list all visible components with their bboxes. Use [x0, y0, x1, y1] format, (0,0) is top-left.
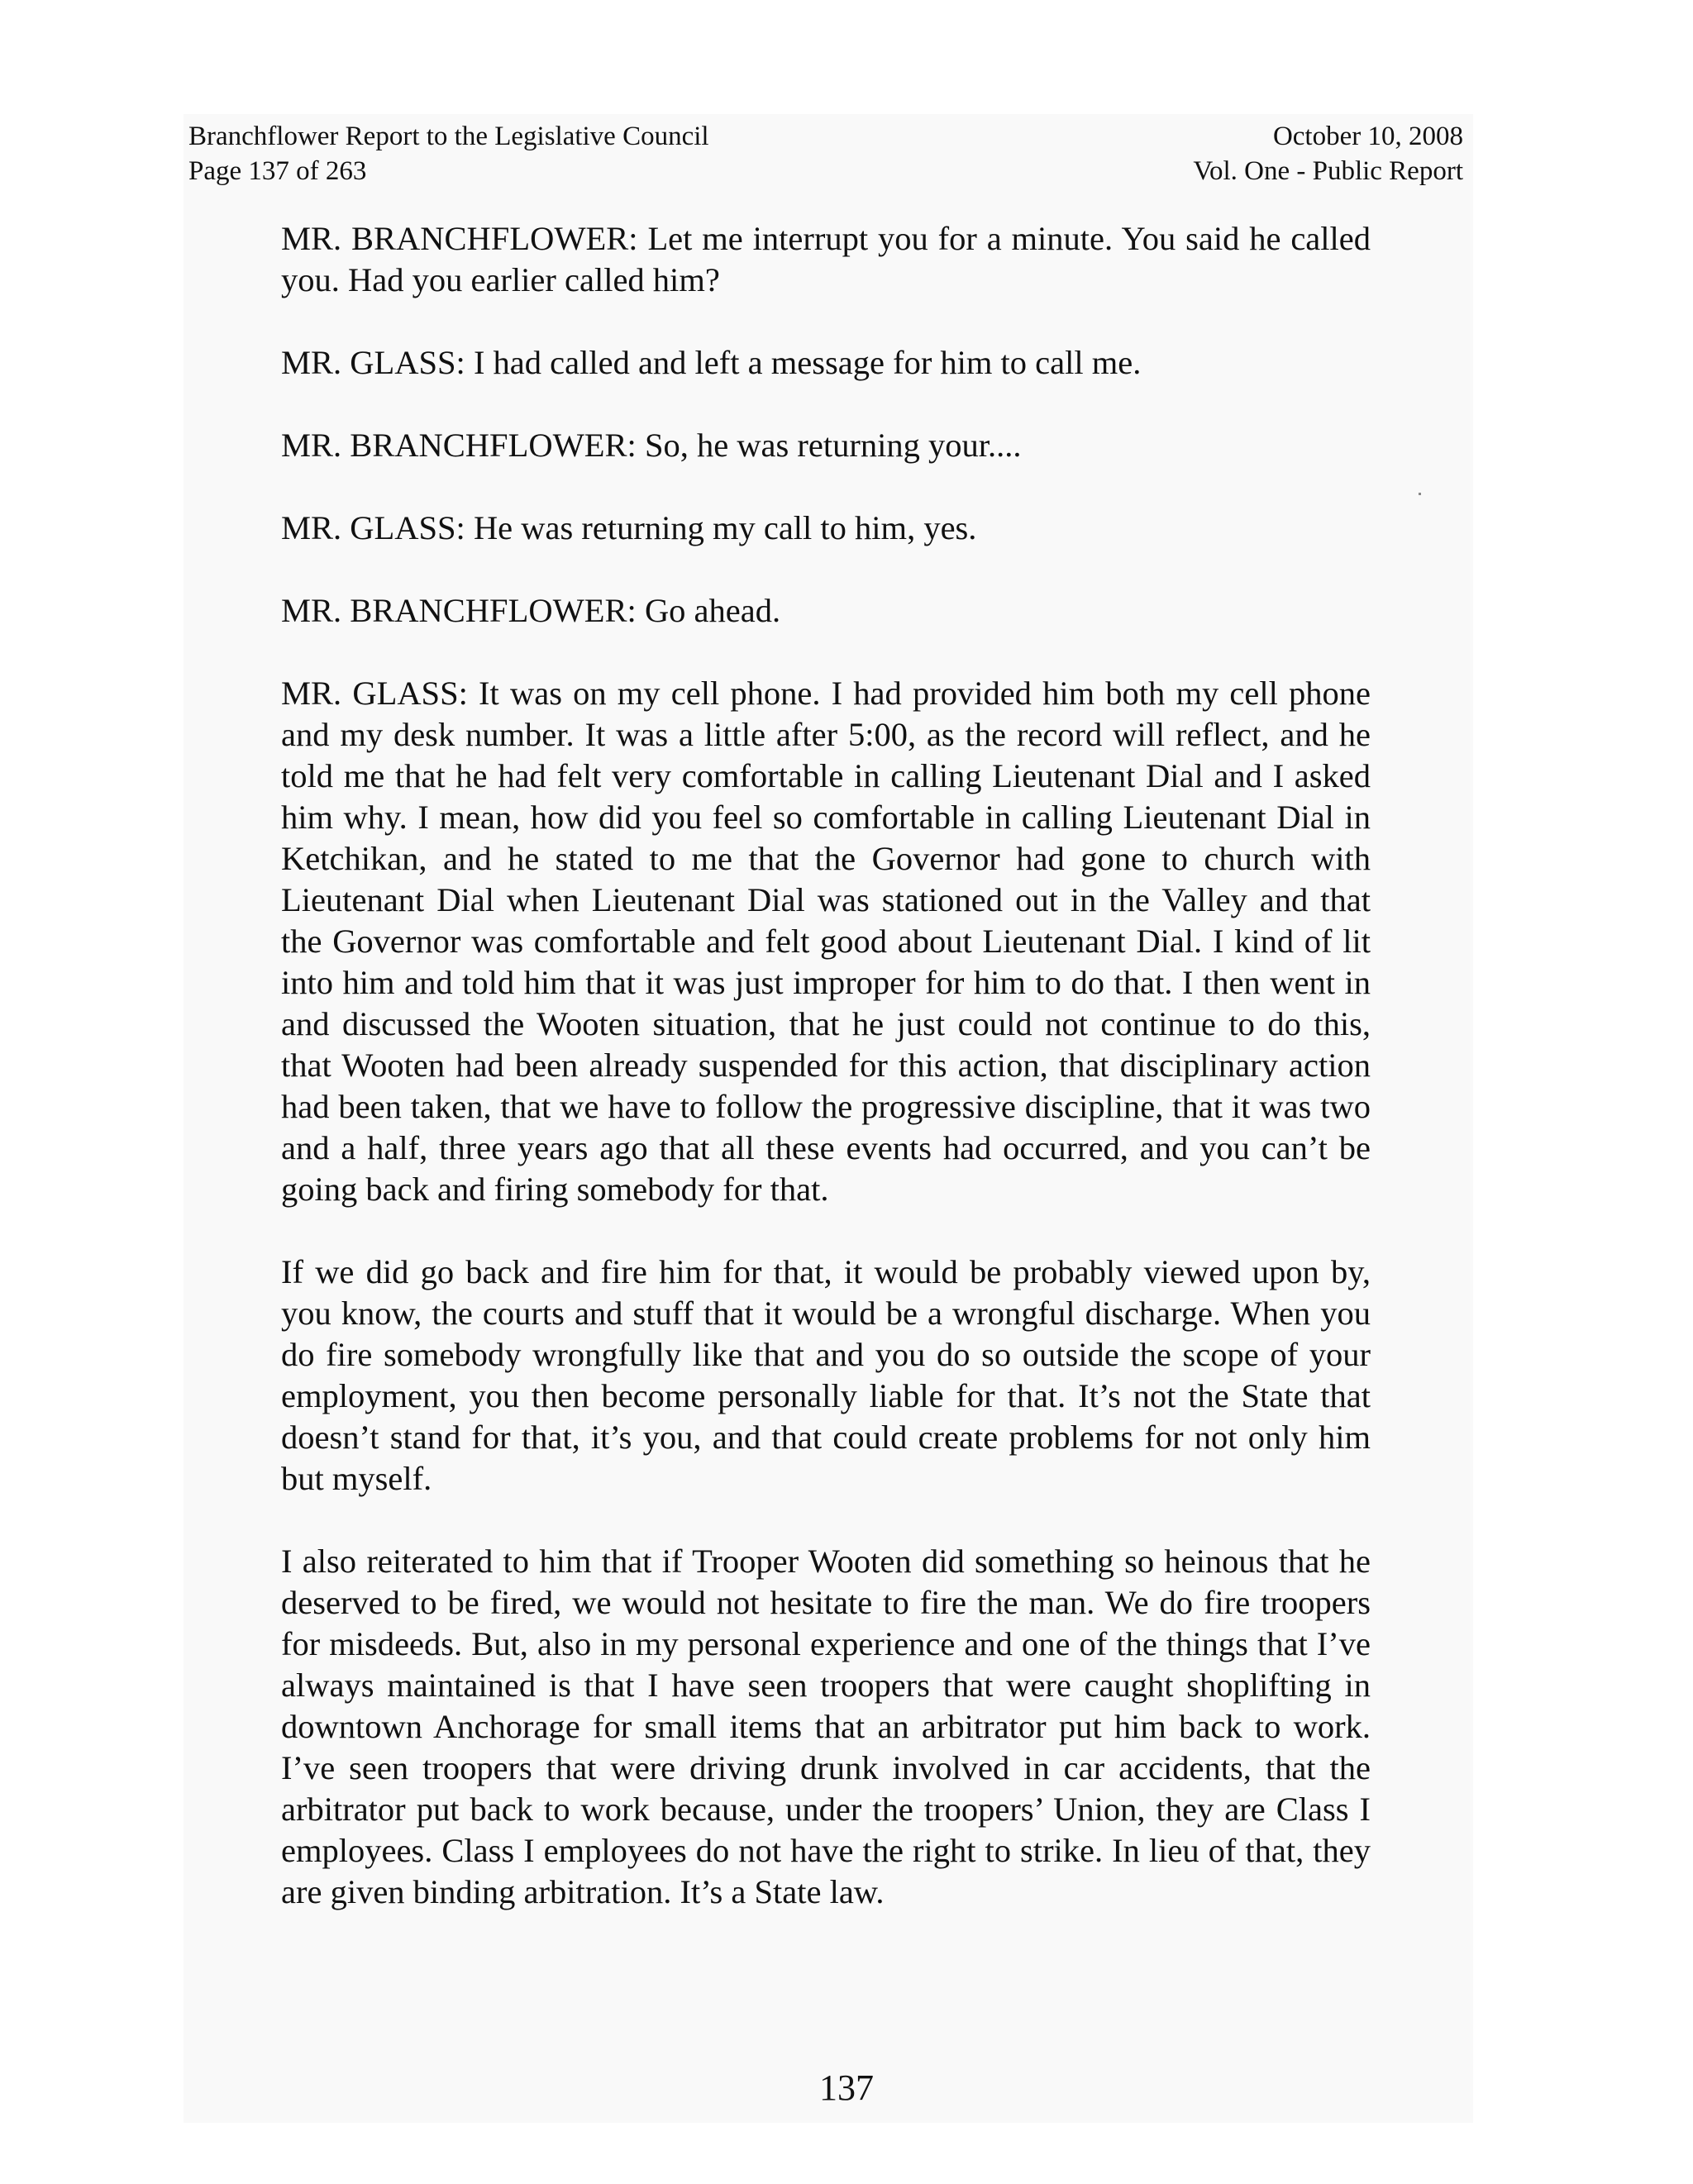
- speaker-label: MR. BRANCHFLOWER:: [281, 592, 637, 629]
- transcript-paragraph: [281, 425, 1371, 466]
- report-title: Branchflower Report to the Legislative Council: [188, 122, 709, 151]
- transcript-paragraph: [281, 218, 1371, 301]
- paragraph-text: I also reiterated to him that if Trooper Wooten did something so heinous that he deserved to be fired, we would not hesitate to fire the man. We do fire troopers for misdeeds. But, also in my personal experience and one of the things that I’ve always maintained is that I have seen troopers that were caught shoplifting in downtown Anchorage for small items that an arbitrator put him back to work. I’ve seen troopers that were driving drunk involved in car accidents, that the arbitrator put back to work because, under the troopers’ Union, they are Class I employees. Class I employees do not have the right to strike. In lieu of that, they are given binding arbitration. It’s a State law.: [281, 1543, 1371, 1910]
- header-right: [1193, 119, 1463, 188]
- transcript-paragraph: [281, 590, 1371, 632]
- paragraph-text: If we did go back and fire him for that, it would be probably viewed upon by, you know, the courts and stuff that it would be a wrongful discharge. When you do fire somebody wrongfully like that and you do so outside the scope of your employment, you then become personally liable for that. It’s not the State that doesn’t stand for that, it’s you, and that could create problems for not only him but myself.: [281, 1253, 1371, 1497]
- speaker-label: MR. GLASS:: [281, 675, 468, 712]
- page-count: Page 137 of 263: [188, 156, 367, 186]
- transcript-paragraph: [281, 673, 1371, 1210]
- report-date: October 10, 2008: [1272, 122, 1463, 151]
- speaker-label: MR. GLASS:: [281, 344, 465, 381]
- paragraph-text: It was on my cell phone. I had provided him both my cell phone and my desk number. It was a little after 5:00, as the record will reflect, and he told me that he had felt very comfortable in calling Lieutenant Dial and I asked him why. I mean, how did you feel so comfortable in calling Lieutenant Dial in Ketchikan, and he stated to me that the Governor had gone to church with Lieutenant Dial when Lieutenant Dial was stationed out in the Valley and that the Governor was comfortable and felt good about Lieutenant Dial. I kind of lit into him and told him that it was just improper for him to do that. I then went in and discussed the Wooten situation, that he just could not continue to do this, that Wooten had been already suspended for this action, that disciplinary action had been taken, that we have to follow the progressive discipline, that it was two and a half, three years ago that all these events had occurred, and you can’t be going back and firing somebody for that.: [281, 675, 1371, 1208]
- transcript-body: [281, 218, 1371, 1913]
- paragraph-text: So, he was returning your....: [636, 427, 1022, 464]
- paragraph-text: I had called and left a message for him to call me.: [465, 344, 1142, 381]
- paragraph-text: Go ahead.: [636, 592, 781, 629]
- page-number: 137: [819, 2067, 874, 2108]
- transcript-paragraph: [281, 1541, 1371, 1913]
- speaker-label: MR. BRANCHFLOWER:: [281, 220, 638, 257]
- scan-speck: [1419, 493, 1421, 495]
- speaker-label: MR. GLASS:: [281, 509, 465, 546]
- paragraph-text: Let me interrupt you for a minute. You said he called you. Had you earlier called him?: [281, 220, 1371, 298]
- transcript-paragraph: [281, 342, 1371, 384]
- transcript-paragraph: [281, 1252, 1371, 1500]
- transcript-paragraph: [281, 508, 1371, 549]
- header-left: [188, 119, 709, 188]
- speaker-label: MR. BRANCHFLOWER:: [281, 427, 637, 464]
- paragraph-text: He was returning my call to him, yes.: [465, 509, 977, 546]
- report-volume: Vol. One - Public Report: [1193, 156, 1463, 186]
